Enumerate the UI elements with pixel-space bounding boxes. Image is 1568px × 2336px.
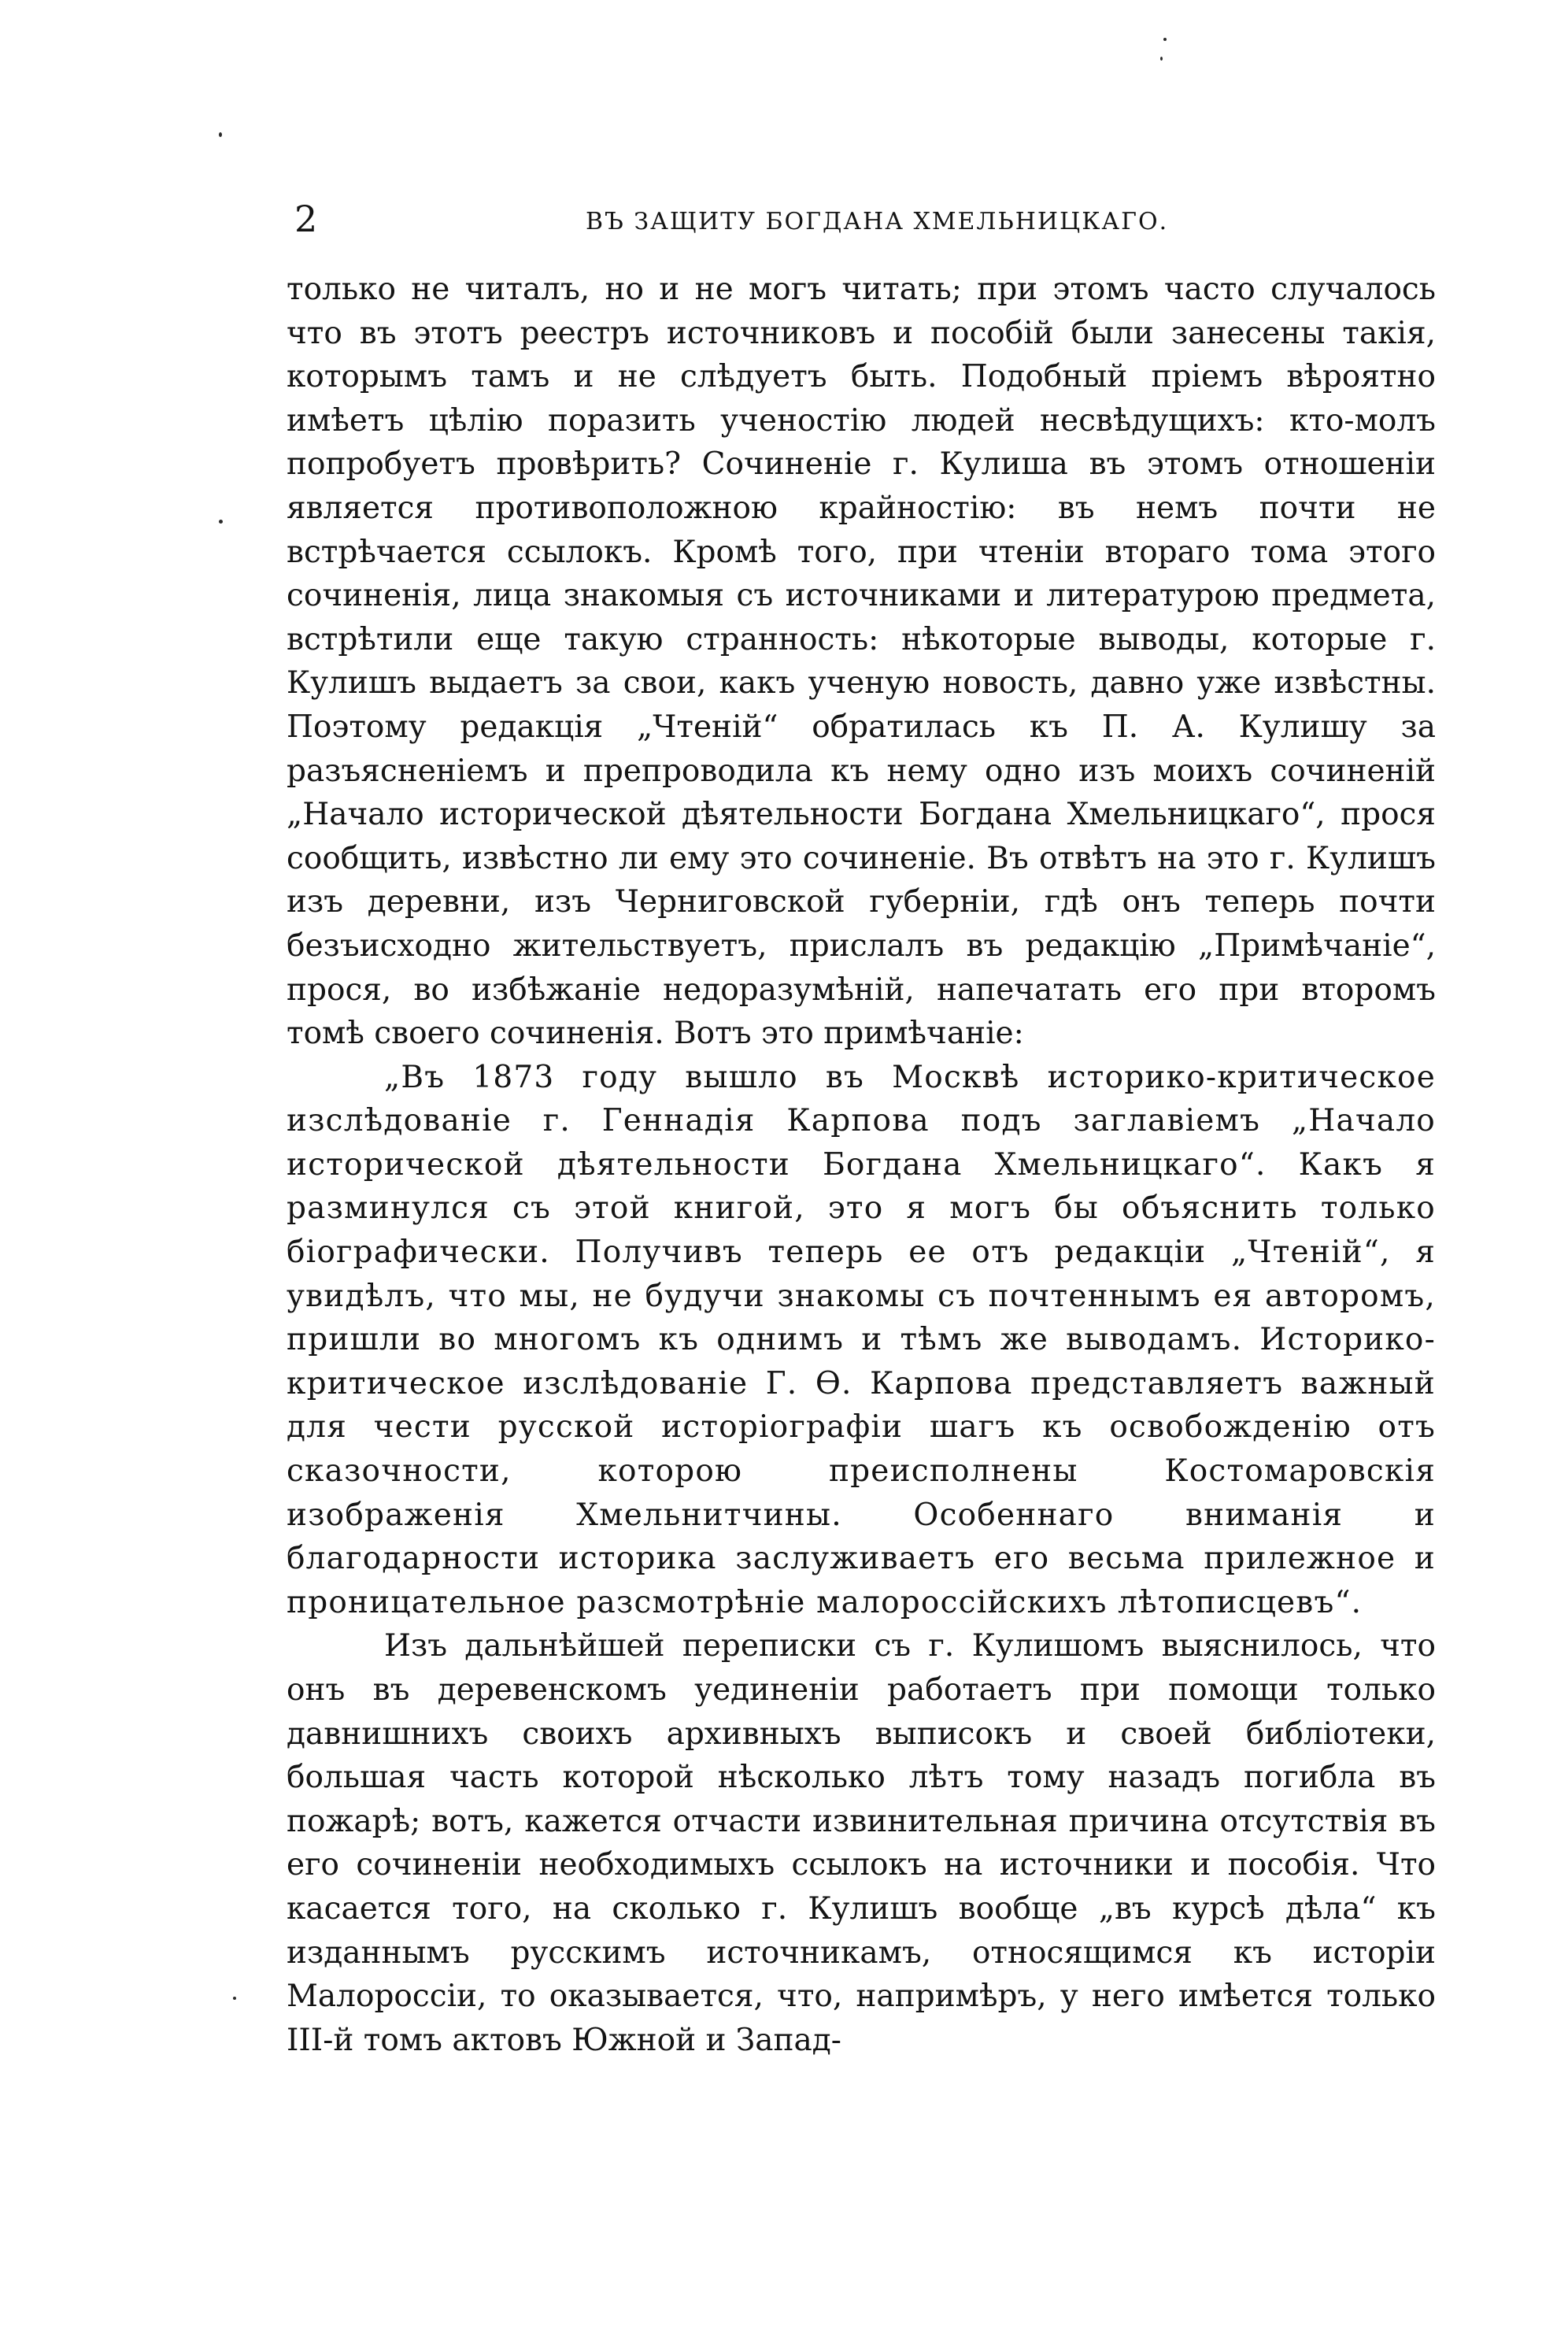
running-title: ВЪ ЗАЩИТУ БОГДАНА ХМЕЛЬНИЦКАГО. xyxy=(586,208,1169,235)
running-head xyxy=(287,195,1436,242)
print-speck xyxy=(233,1997,236,2000)
page-number: 2 xyxy=(294,198,318,240)
print-speck xyxy=(1160,57,1163,61)
body-text xyxy=(287,268,1436,2062)
print-speck xyxy=(219,520,223,524)
print-speck xyxy=(219,132,222,137)
paragraph-correspondence: Изъ дальнѣйшей переписки съ г. Кулишомъ выяснилось, что онъ въ деревенскомъ уединеніи работаетъ при помощи только давнишнихъ своихъ архивныхъ выписокъ и своей библіотеки, большая часть которой нѣсколько лѣтъ тому назадъ погибла въ пожарѣ; вотъ, кажется отчасти извинительная причина отсутствія въ его сочиненіи необходимыхъ ссылокъ на источники и пособія. Что касается того, на сколько г. Кулишъ вообще „въ курсѣ дѣла“ къ изданнымъ русскимъ источникамъ, относящимся къ исторіи Малороссіи, то оказывается, что, напримѣръ, у него имѣется только III-й томъ актовъ Южной и Запад- xyxy=(287,1628,1436,2058)
print-speck xyxy=(1163,38,1167,41)
paragraph-quotation: „Въ 1873 году вышло въ Москвѣ историко-критическое изслѣдованіе г. Геннадія Карпова подъ заглавіемъ „Начало исторической дѣятельности Богдана Хмельницкаго“. Какъ я разминулся съ этой книгой, это я могъ бы объяснить только біографически. Получивъ теперь ее отъ редакціи „Чтеній“, я увидѣлъ, что мы, не будучи знакомы съ почтеннымъ ея авторомъ, пришли во многомъ къ однимъ и тѣмъ же выводамъ. Историко-критическое изслѣдованіе Г. Ѳ. Карпова представляетъ важный для чести русской исторіографіи шагъ къ освобожденію отъ сказочности, которою преисполнены Костомаровскія изображенія Хмельнитчины. Особеннаго вниманія и благодарности историка заслуживаетъ его весьма прилежное и проницательное разсмотрѣніе малороссійскихъ лѣтописцевъ“. xyxy=(287,1059,1436,1620)
paragraph-continued: только не читалъ, но и не могъ читать; при этомъ часто случалось что въ этотъ реестръ источниковъ и пособій были занесены такія, которымъ тамъ и не слѣдуетъ быть. Подобный пріемъ вѣроятно имѣетъ цѣлію поразить ученостію людей несвѣдущихъ: кто-молъ попробуетъ провѣрить? Сочиненіе г. Кулиша въ этомъ отношеніи является противоположною крайностію: въ немъ почти не встрѣчается ссылокъ. Кромѣ того, при чтеніи втораго тома этого сочиненія, лица знакомыя съ источниками и литературою предмета, встрѣтили еще такую странность: нѣкоторые выводы, которые г. Кулишъ выдаетъ за свои, какъ ученую новость, давно уже извѣстны. Поэтому редакція „Чтеній“ обратилась къ П. А. Кулишу за разъясненіемъ и препроводила къ нему одно изъ моихъ сочиненій „Начало исторической дѣятельности Богдана Хмельницкаго“, прося сообщить, извѣстно ли ему это сочиненіе. Въ отвѣтъ на это г. Кулишъ изъ деревни, изъ Черниговской губерніи, гдѣ онъ теперь почти безъисходно жительствуетъ, прислалъ въ редакцію „Примѣчаніе“, прося, во избѣжаніе недоразумѣній, напечатать его при второмъ томѣ своего сочиненія. Вотъ это примѣчаніе: xyxy=(287,272,1436,1052)
